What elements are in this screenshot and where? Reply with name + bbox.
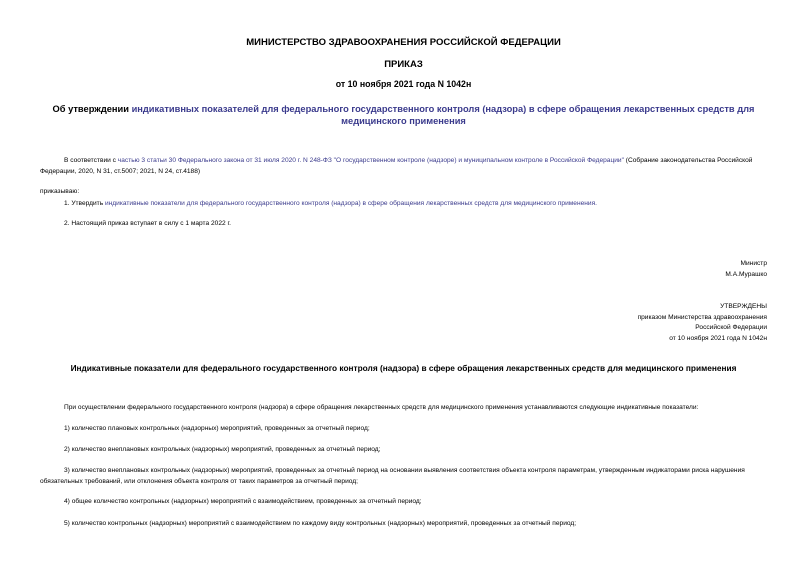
preamble-paragraph: В соответствии с частью 3 статьи 30 Федерального закона от 31 июля 2020 г. N 248-ФЗ "О государственном контроле (надзоре) и муниципальном контроле в Российской Федерации" (Собрание законодательства Российской Федерации, 2020, N 31, ст.5007; 2021, N 24, ст.4188) — [40, 157, 753, 175]
annex-item: 2) количество внеплановых контрольных (надзорных) мероприятий, проведенных за отчетный период; — [64, 446, 381, 453]
order-type: ПРИКАЗ — [384, 59, 423, 70]
indicators-link[interactable]: индикативные показатели для федерального государственного контроля (надзора) в сфере обращения лекарственных средств для медицинского применения. — [104, 200, 598, 207]
ministry-heading: МИНИСТЕРСТВО ЗДРАВООХРАНЕНИЯ РОССИЙСКОЙ ФЕДЕРАЦИИ — [246, 37, 561, 48]
approved-label: УТВЕРЖДЕНЫ — [720, 303, 767, 310]
law-link[interactable]: частью 3 статьи 30 Федерального закона от 31 июля 2020 г. N 248-ФЗ "О государственном контроле (надзоре) и муниципальном контроле в Российской Федерации" — [117, 157, 624, 164]
signer-name: М.А.Мурашко — [725, 271, 767, 278]
annex-item: 4) общее количество контрольных (надзорных) мероприятий с взаимодействием, проведенных за отчетный период; — [64, 498, 422, 505]
title-prefix: Об утверждении — [52, 104, 129, 114]
approved-by: приказом Министерства здравоохранения — [637, 314, 767, 321]
order-word: приказываю: — [40, 188, 80, 195]
approved-org: Российской Федерации — [695, 324, 767, 331]
approved-date: от 10 ноября 2021 года N 1042н — [669, 335, 767, 342]
title-link-cont[interactable]: медицинского применения — [341, 116, 466, 126]
annex-title: Индикативные показатели для федерального государственного контроля (надзора) в сфере обращения лекарственных средств для медицинского применения — [70, 363, 737, 373]
item-2: 2. Настоящий приказ вступает в силу с 1 марта 2022 г. — [64, 220, 231, 227]
annex-intro: При осуществлении федерального государственного контроля (надзора) в сфере обращения лекарственных средств для медицинского применения устанавливаются следующие индикативные показатели: — [64, 404, 699, 411]
item-1: 1. Утвердить индикативные показатели для федерального государственного контроля (надзора) в сфере обращения лекарственных средств для медицинского применения. — [64, 200, 598, 207]
signer-position: Министр — [740, 260, 767, 267]
order-date-number: от 10 ноября 2021 года N 1042н — [335, 79, 472, 89]
annex-item: 3) количество внеплановых контрольных (надзорных) мероприятий, проведенных за отчетный период на основании выявления соответствия объекта контроля параметрам, утвержденным индикаторами риска нарушения обязательных требований, или отклонения объекта контроля от таких параметров за отчетный период; — [40, 467, 745, 485]
order-title — [0, 103, 807, 127]
annex-item: 1) количество плановых контрольных (надзорных) мероприятий, проведенных за отчетный период; — [64, 425, 370, 432]
annex-item: 5) количество контрольных (надзорных) мероприятий с взаимодействием по каждому виду контрольных (надзорных) мероприятий, проведенных за отчетный период; — [64, 520, 577, 527]
title-link[interactable]: индикативных показателей для федерального государственного контроля (надзора) в сфере обращения лекарственных средств для — [131, 104, 755, 114]
